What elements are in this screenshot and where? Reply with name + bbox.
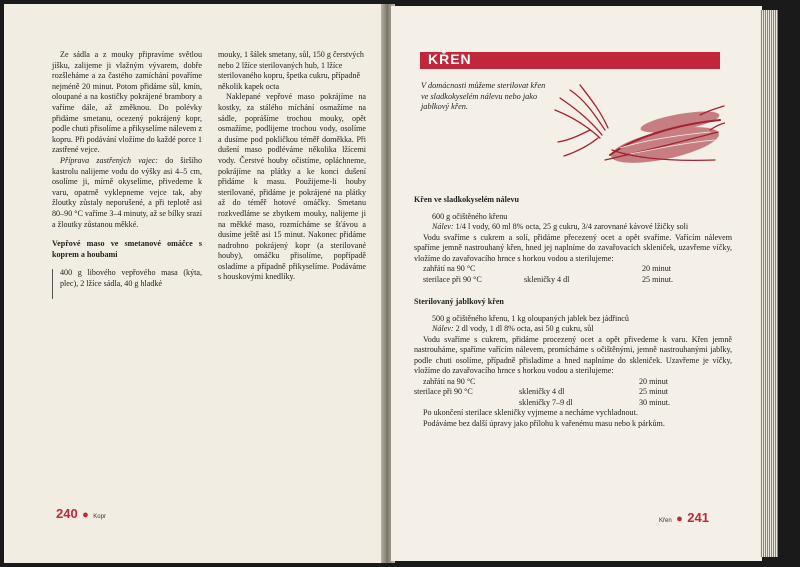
ingredients-continued: mouky, 1 šálek smetany, sůl, 150 g čerstvých nebo 2 lžíce sterilovaných hub, 1 lžíce sterilovaného kopru, špetka cukru, případně několik kapek octa — [218, 50, 364, 91]
recipe-title: Křen ve sladkokyselém nálevu — [414, 195, 519, 204]
sterilization-row — [414, 377, 732, 388]
spec-time: 20 minut — [642, 264, 672, 273]
recipe-title: Vepřové maso ve smetanové omáčce s koprem a houbami — [52, 239, 202, 259]
paragraph: Podáváme bez další úpravy jako přílohu k vařenému masu nebo k párkům. — [423, 418, 665, 428]
ingredients-text: 2 dl vody, 1 dl 8% octa, asi 50 g cukru, sůl — [453, 324, 594, 333]
lead-text: Nálev: — [432, 324, 454, 333]
sterilization-row — [414, 264, 732, 275]
spec-label: zahřátí na 90 °C — [423, 264, 476, 273]
running-title: Křen — [659, 518, 672, 524]
folio-dot: ● — [82, 509, 89, 521]
chapter-title: KŘEN — [428, 51, 472, 67]
page-edges — [760, 10, 778, 557]
sterilization-row — [414, 398, 732, 409]
spec-jar: skleničky 4 dl — [524, 274, 570, 284]
lead-text: Nálev: — [432, 222, 454, 231]
folio-dot: ● — [676, 513, 683, 525]
spec-time: 30 minut. — [639, 397, 671, 407]
ingredients: 400 g libového vepřového masa (kýta, plec), 2 lžíce sádla, 40 g hladké — [60, 268, 202, 288]
sterilization-row — [414, 387, 732, 398]
paragraph-text: do širšího kastrolu nalijeme vodu do výšky asi 4–5 cm, osolíme ji, mírně okyselíme, přivedeme k varu, opatrně vyklepneme vejce tak, aby žloutky zůstaly neporušené, a při teplotě asi 80–90 °C vaříme 3–4 minuty, až se bílky srazí a žloutky zůstanou měkké. — [52, 155, 203, 229]
ingredients-block — [52, 268, 202, 289]
recipe-title: Sterilovaný jablkový křen — [414, 297, 504, 306]
spec-time: 25 minut — [639, 387, 669, 396]
left-column-1 — [52, 50, 202, 289]
left-folio — [56, 505, 106, 523]
ingredients — [414, 222, 732, 233]
chapter-intro: V domácnosti můžeme sterilovat křen ve sladkokyselém nálevu nebo jako jablkový křen. — [421, 81, 546, 112]
ingredients-rule — [52, 269, 53, 299]
page-number: 240 — [56, 506, 78, 521]
spec-time: 25 minut. — [642, 274, 674, 284]
ingredients — [414, 324, 732, 335]
spec-label: sterilace při 90 °C — [414, 387, 473, 396]
spec-jar: skleničky 4 dl — [519, 387, 565, 396]
spec-label: zahřátí na 90 °C — [423, 376, 476, 386]
lead-text: Příprava zastřených vajec: — [60, 155, 158, 165]
sterilization-row — [414, 275, 732, 286]
right-folio — [659, 509, 709, 527]
paragraph — [52, 156, 202, 230]
paragraph: Vodu svaříme s cukrem a solí, přidáme přecezený ocet a opět svaříme. Vařícím nálevem spaříme jemně nastrouhaný křen, hned jej naplníme do zavařovacích skleniček, uzavřeme víčky, vložíme do zavařovacího hrnce s horkou vodou a sterilujeme: — [414, 232, 732, 263]
ingredients-text: 1/4 l vody, 60 ml 8% octa, 25 g cukru, 3/4 zarovnané kávové lžičky soli — [453, 222, 689, 231]
ingredients: 500 g očištěného křenu, 1 kg oloupaných jablek bez jádřinců — [432, 313, 629, 323]
page-number: 241 — [687, 510, 709, 525]
spec-label: sterilace při 90 °C — [423, 274, 482, 284]
horseradish-root-illustration — [550, 80, 725, 170]
spec-time: 20 minut — [639, 376, 669, 386]
right-body — [414, 195, 732, 429]
paragraph: Po ukončení sterilace skleničky vyjmeme a necháme vychladnout. — [423, 408, 638, 417]
paragraph: Naklepané vepřové maso pokrájíme na kostky, za stálého míchání osmažíme na sádle, poprášíme trochou mouky, opět osmažíme, podlijeme trochou vody, osolíme a dusíme pod pokličkou téměř doměkka. Při dušení maso podléváme několika lžícemi vody. Čerstvé houby očistíme, opláchneme, pokrájíme na plátky a ke konci dušení přidáme k masu. Použijeme-li houby sterilované, přidáme je pokrájené na plátky až do téměř hotové omáčky. Smetanu rozkvedláme se zbytkem mouky, nalijeme ji na měkké maso, rozmícháme se šťávou a dusíme ještě asi 15 minut. Nakonec přidáme nadrobno pokrájený kopr (a sterilované houby), omáčku přisolíme, popřípadě osladíme a případně přikyselíme. Podáváme s houskovými knedlíky. — [218, 92, 366, 282]
paragraph: Ze sádla a z mouky připravíme světlou jíšku, zalijeme ji vlažným vývarem, dobře rozšleháme a za častého zamíchání povaříme nejméně 20 minut. Potom přidáme sůl, kmín, oloupané a na kostičky pokrájené brambory a vaříme dále, až změknou. Do polévky přidáme smetanu, ocezený pokrájený kopr, podle chuti přisolíme a přikyselíme nálevem z kopru. Při podávání vložíme do každé porce 1 zastřené vejce. — [52, 50, 202, 155]
paragraph: Vodu svaříme s cukrem, přidáme procezený ocet a opět přivedeme k varu. Křen jemně nastrouháme, spaříme vařícím nálevem, promícháme s očištěnými, jemně nastrouhanými jablky, podle chuti osolíme, případně přisladíme a hned naplníme do skleniček. Uzavřeme je víčky, vložíme do zavařovacího hrnce s horkou vodou a sterilujeme: — [414, 334, 732, 375]
running-title: Kopr — [93, 514, 106, 520]
ingredients: 600 g očištěného křenu — [432, 211, 508, 221]
spec-jar: skleničky 7–9 dl — [519, 397, 573, 407]
left-column-2 — [218, 50, 366, 283]
